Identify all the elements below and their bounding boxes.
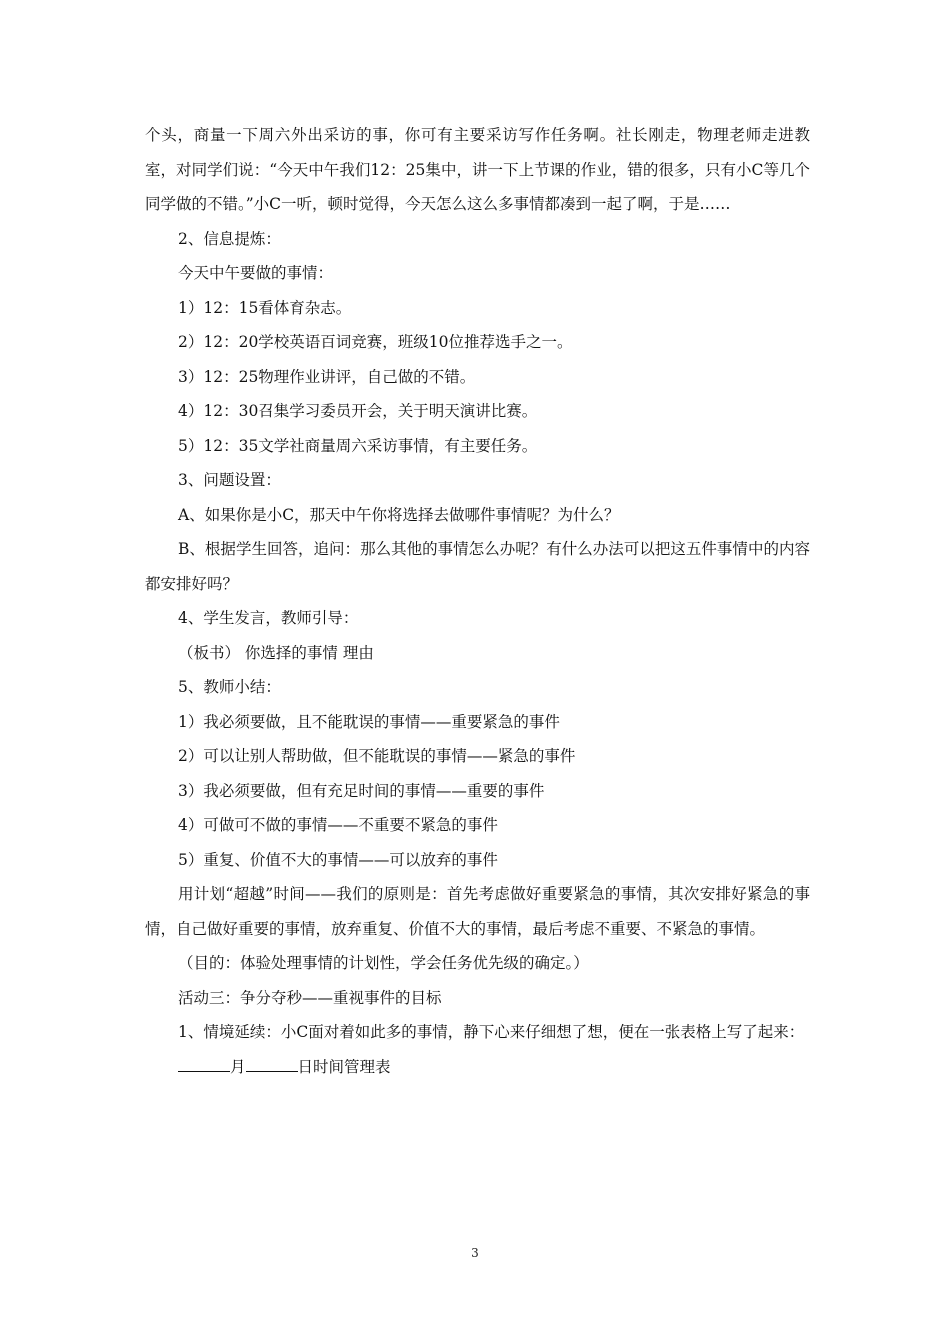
list-item-task-2: 2）12：20学校英语百词竞赛，班级10位推荐选手之一。 (178, 333, 573, 351)
heading-activity-three: 活动三：争分夺秒——重视事件的目标 (178, 988, 442, 1007)
paragraph-story-continuation: 个头，商量一下周六外出采访的事，你可有主要采访写作任务啊。社长刚走，物理老师走进教室，对同学们说：“今天中午我们12：25集中，讲一下上节课的作业，错的很多，只有小C等几个同学做的不错。”小C一听，顿时觉得，今天怎么这么多事情都凑到一起了啊，于是…… (145, 126, 810, 213)
month-label: 月 (230, 1057, 246, 1076)
list-item-task-1: 1）12：15看体育杂志。 (178, 298, 352, 317)
paragraph-todo-intro: 今天中午要做的事情： (178, 264, 334, 282)
heading-teacher-summary: 5、教师小结： (178, 678, 281, 696)
month-blank (178, 1053, 230, 1072)
document-body (145, 118, 810, 1084)
time-table-title-line (145, 1050, 810, 1085)
question-a: A、如果你是小C，那天中午你将选择去做哪件事情呢？为什么？ (178, 505, 620, 524)
list-item-summary-2: 2）可以让别人帮助做，但不能耽误的事情——紧急的事件 (178, 747, 576, 765)
day-blank (246, 1053, 298, 1072)
list-item-summary-5: 5）重复、价值不大的事情——可以放弃的事件 (178, 850, 498, 869)
heading-question-setup: 3、问题设置： (178, 471, 281, 489)
list-item-task-5: 5）12：35文学社商量周六采访事情，有主要任务。 (178, 436, 538, 455)
paragraph-purpose: （目的：体验处理事情的计划性，学会任务优先级的确定。） (178, 954, 589, 972)
list-item-task-3: 3）12：25物理作业讲评，自己做的不错。 (178, 367, 476, 386)
list-item-task-4: 4）12：30召集学习委员开会，关于明天演讲比赛。 (178, 402, 538, 420)
list-item-summary-1: 1）我必须要做，且不能耽误的事情——重要紧急的事件 (178, 712, 560, 731)
heading-student-speech: 4、学生发言，教师引导： (178, 609, 359, 627)
blackboard-note: （板书） 你选择的事情 理由 (178, 643, 374, 662)
page-number: 3 (471, 1246, 479, 1260)
paragraph-principle: 用计划“超越”时间——我们的原则是：首先考虑做好重要紧急的事情，其次安排好紧急的事情，自己做好重要的事情，放弃重复、价值不大的事情，最后考虑不重要、不紧急的事情。 (145, 885, 810, 938)
list-item-summary-4: 4）可做可不做的事情——不重要不紧急的事件 (178, 816, 498, 834)
heading-info-extraction: 2、信息提炼： (178, 229, 281, 248)
time-table-title: 日时间管理表 (297, 1057, 391, 1076)
question-b: B、根据学生回答，追问：那么其他的事情怎么办呢？有什么办法可以把这五件事情中的内容都安排好吗？ (145, 540, 810, 593)
list-item-summary-3: 3）我必须要做，但有充足时间的事情——重要的事件 (178, 781, 545, 800)
paragraph-scenario-continue: 1、情境延续：小C面对着如此多的事情，静下心来仔细想了想，便在一张表格上写了起来： (178, 1023, 805, 1041)
